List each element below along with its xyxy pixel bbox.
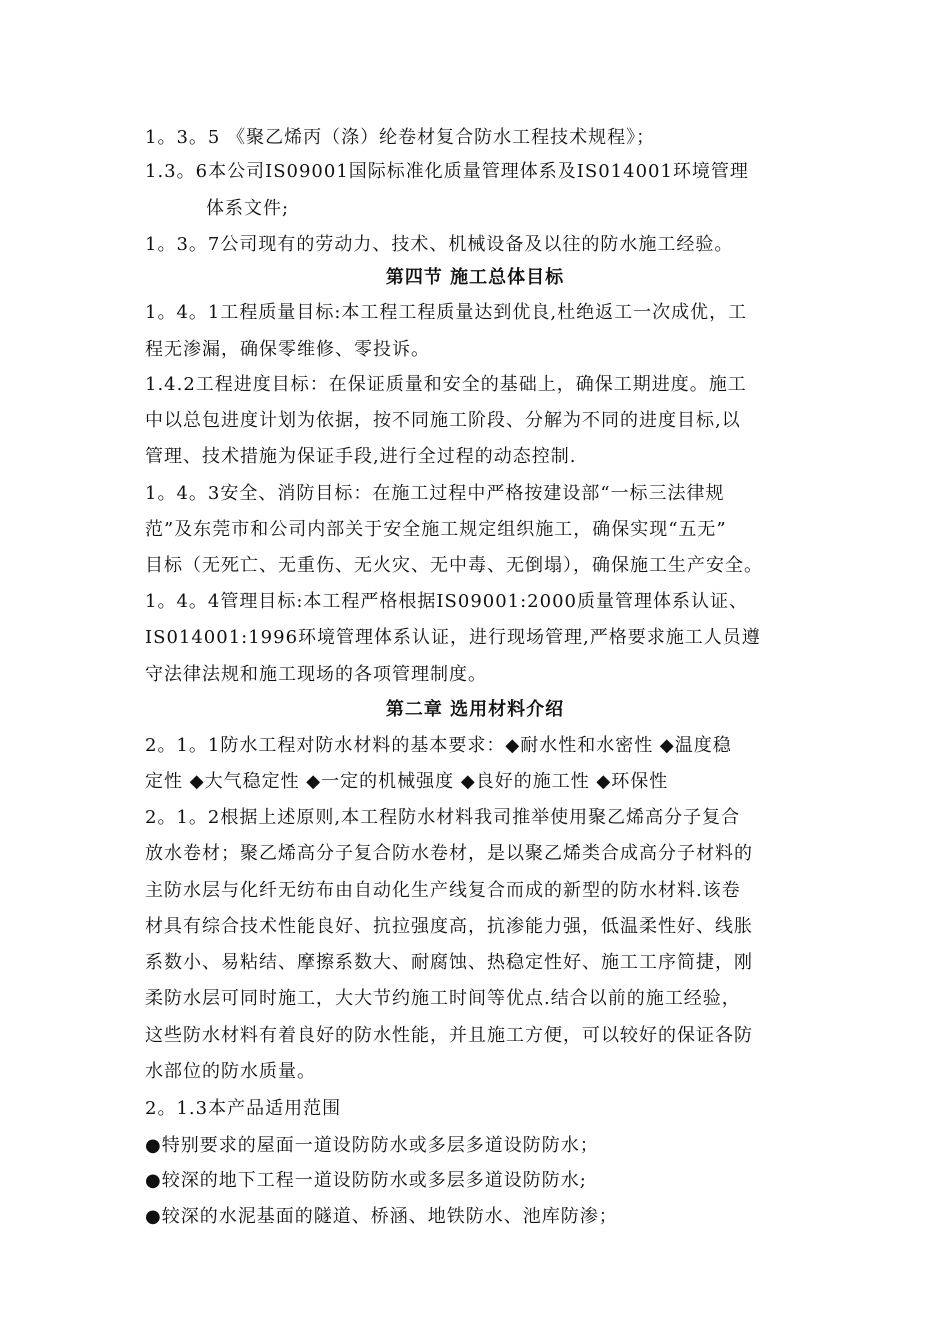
- text-line: 主防水层与化纤无纺布由自动化生产线复合而成的新型的防水材料.该卷: [145, 880, 741, 901]
- text-line: 这些防水材料有着良好的防水性能，并且施工方便，可以较好的保证各防: [145, 1025, 753, 1046]
- text-line: 水部位的防水质量。: [145, 1061, 316, 1082]
- text-line: 范”及东莞市和公司内部关于安全施工规定组织施工，确保实现“五无”: [145, 519, 727, 540]
- text-line: 1。4。3安全、消防目标：在施工过程中严格按建设部“一标三法律规: [145, 483, 725, 504]
- text-line: 放水卷材；聚乙烯高分子复合防水卷材，是以聚乙烯类合成高分子材料的: [145, 843, 753, 864]
- text-line: 中以总包进度计划为依据，按不同施工阶段、分解为不同的进度目标,以: [145, 410, 741, 431]
- text-line: 守法律法规和施工现场的各项管理制度。: [145, 664, 487, 685]
- text-line: 1。3。5 《聚乙烯丙（涤）纶卷材复合防水工程技术规程》；: [145, 127, 656, 148]
- text-line: 系数小、易粘结、摩擦系数大、耐腐蚀、热稳定性好、施工工序简捷，刚: [145, 952, 753, 973]
- text-line: ●较深的水泥基面的隧道、桥涵、地铁防水、池库防渗；: [145, 1206, 618, 1227]
- text-line: 2。1。1防水工程对防水材料的基本要求：◆耐水性和水密性 ◆温度稳: [145, 735, 732, 756]
- text-line: 柔防水层可同时施工，大大节约施工时间等优点.结合以前的施工经验，: [145, 988, 741, 1009]
- text-line: 管理、技术措施为保证手段,进行全过程的动态控制.: [145, 446, 577, 467]
- text-line: 1。4。4管理目标:本工程严格根据IS09001:2000质量管理体系认证、: [145, 591, 748, 612]
- text-line: 1。3。7公司现有的劳动力、技术、机械设备及以往的防水施工经验。: [145, 234, 734, 255]
- text-line: 1.4.2工程进度目标：在保证质量和安全的基础上，确保工期进度。施工: [145, 374, 747, 395]
- text-line: 材具有综合技术性能良好、抗拉强度高，抗渗能力强，低温柔性好、线胀: [145, 916, 753, 937]
- text-line: 1。4。1工程质量目标:本工程工程质量达到优良,杜绝返工一次成优，工: [145, 302, 748, 323]
- text-line: 2。1.3本产品适用范围: [145, 1098, 342, 1119]
- text-line: ●较深的地下工程一道设防防水或多层多道设防防水;: [145, 1170, 587, 1191]
- text-line: 定性 ◆大气稳定性 ◆一定的机械强度 ◆良好的施工性 ◆环保性: [145, 771, 669, 792]
- text-line: 目标（无死亡、无重伤、无火灾、无中毒、无倒塌），确保施工生产安全。: [145, 555, 763, 576]
- section-heading: 第四节 施工总体目标: [385, 267, 565, 288]
- text-line: 体系文件;: [206, 198, 290, 219]
- chapter-heading: 第二章 选用材料介绍: [385, 699, 565, 720]
- text-line: IS014001:1996环境管理体系认证，进行现场管理,严格要求施工人员遵: [145, 627, 761, 648]
- text-line: 程无渗漏，确保零维修、零投诉。: [145, 339, 430, 360]
- text-line: 2。1。2根据上述原则,本工程防水材料我司推举使用聚乙烯高分子复合: [145, 807, 741, 828]
- text-line: ●特别要求的屋面一道设防防水或多层多道设防防水；: [145, 1135, 599, 1156]
- text-line: 1.3。6本公司IS09001国际标准化质量管理体系及IS014001环境管理: [145, 161, 749, 182]
